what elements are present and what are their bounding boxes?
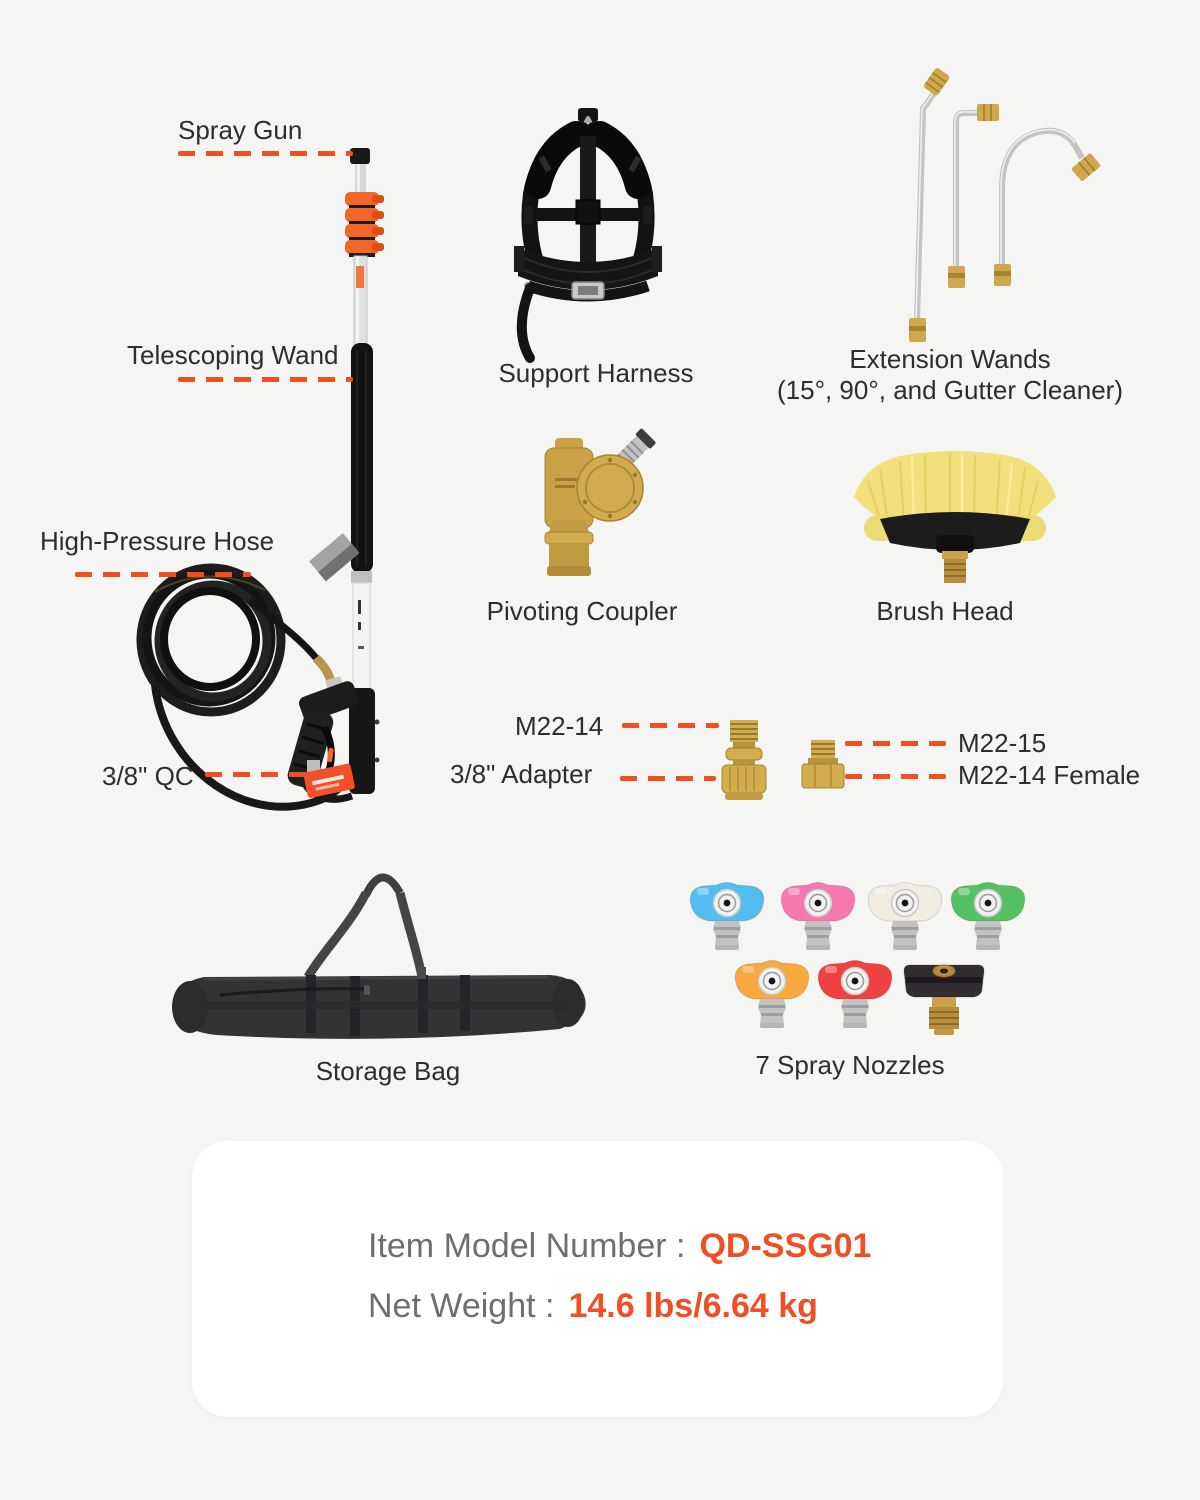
leader-line-telescoping-wand <box>178 377 353 382</box>
callout-m22-14-female: M22-14 Female <box>958 760 1141 790</box>
wand-top-cap <box>350 148 370 164</box>
caption-storage-bag: Storage Bag <box>315 1056 461 1086</box>
wand-foam-grip <box>351 343 373 573</box>
caption-brush-head: Brush Head <box>876 596 1014 626</box>
callout-telescoping-wand: Telescoping Wand <box>127 340 339 370</box>
model-value: QD-SSG01 <box>699 1227 872 1265</box>
leader-line-m22-14-female <box>845 774 946 779</box>
extension-wands-image <box>880 60 1120 350</box>
brush-head-image <box>840 445 1070 590</box>
weight-label: Net Weight : <box>368 1287 555 1325</box>
m22-adapter-image <box>799 736 849 792</box>
leader-line-qc <box>205 772 310 777</box>
spray-nozzle <box>781 883 855 951</box>
caption-spray-nozzles: 7 Spray Nozzles <box>755 1050 945 1080</box>
weight-value: 14.6 lbs/6.64 kg <box>568 1287 818 1325</box>
wand-locking-clamps <box>345 192 384 257</box>
callout-high-pressure-hose: High-Pressure Hose <box>40 526 275 556</box>
spray-nozzle <box>818 961 892 1029</box>
callout-m22-14: M22-14 <box>515 711 604 741</box>
spec-card <box>192 1141 1003 1417</box>
telescoping-wand-assembly-image <box>100 130 460 850</box>
leader-line-high-pressure-hose <box>75 572 251 577</box>
spray-nozzle <box>868 883 942 951</box>
caption-support-harness: Support Harness <box>498 358 694 388</box>
spray-nozzle <box>690 883 764 951</box>
pivoting-coupler-image <box>525 420 670 585</box>
leader-line-adapter-38 <box>620 776 716 781</box>
spec-row-weight <box>368 1289 818 1323</box>
spray-nozzle <box>735 961 809 1029</box>
support-harness-image <box>498 100 683 370</box>
callout-spray-gun: Spray Gun <box>178 115 303 145</box>
bag-handle <box>366 877 400 895</box>
gutter-cleaner-wand <box>994 130 1101 286</box>
leader-line-m22-15 <box>845 741 946 746</box>
model-label: Item Model Number : <box>368 1227 686 1265</box>
spray-nozzles-image <box>660 870 1060 1040</box>
caption-pivoting-coupler: Pivoting Coupler <box>486 596 678 626</box>
extension-wand-90 <box>948 104 999 288</box>
callout-qc: 3/8" QC <box>102 761 194 791</box>
spec-row-model <box>368 1229 871 1263</box>
caption-extension-wands: Extension Wands (15°, 90°, and Gutter Cleaner) <box>777 344 1123 405</box>
leader-line-m22-14 <box>622 723 719 728</box>
callout-m22-15: M22-15 <box>958 728 1047 758</box>
qc-adapter-image <box>716 716 772 806</box>
storage-bag-image <box>160 855 600 1055</box>
spray-nozzle <box>951 883 1025 951</box>
extension-wand-15 <box>909 67 950 342</box>
leader-line-spray-gun <box>178 151 353 156</box>
spray-nozzle-soap <box>904 965 984 1035</box>
callout-adapter-38: 3/8" Adapter <box>450 759 593 789</box>
